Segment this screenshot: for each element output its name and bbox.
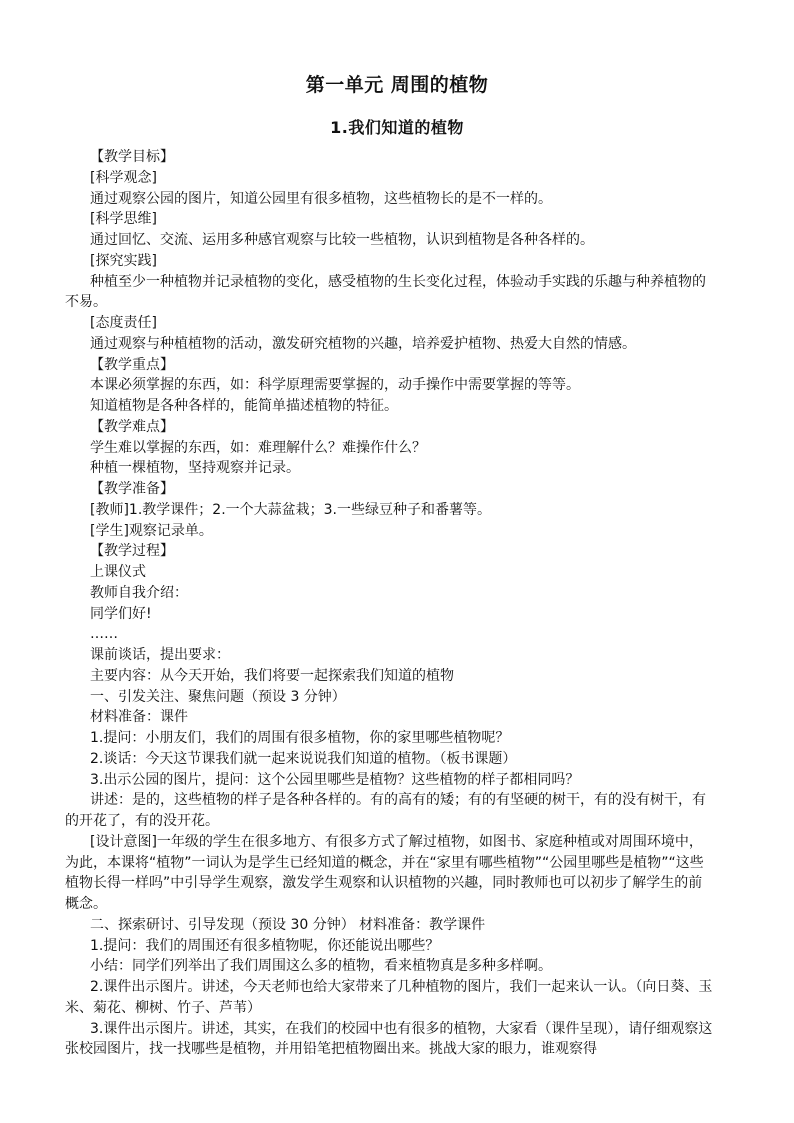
paragraph: 本课必须掌握的东西，如：科学原理需要掌握的，动手操作中需要掌握的等等。 — [90, 377, 580, 394]
paragraph: 种植至少一种植物并记录植物的变化，感受植物的生长变化过程，体验动手实践的乐趣与种养植物的不易。 — [65, 273, 706, 311]
paragraph: 知道植物是各种各样的，能简单描述植物的特征。 — [90, 398, 398, 414]
paragraph: 学生难以掌握的东西，如：难理解什么？难操作什么？ — [90, 439, 426, 456]
paragraph: 种植一棵植物，坚持观察并记录。 — [90, 460, 300, 477]
paragraph: 一、引发关注、聚焦问题（预设 3 分钟） — [90, 688, 346, 705]
paragraph: 主要内容：从今天开始，我们将要一起探索我们知道的植物 — [90, 667, 454, 684]
subheading-attitude: [态度责任] — [90, 315, 157, 331]
paragraph: 上课仪式 — [90, 564, 146, 580]
paragraph: 通过观察公园的图片，知道公园里有很多植物，这些植物长的是不一样的。 — [90, 190, 552, 207]
paragraph: 教师自我介绍： — [90, 584, 188, 601]
paragraph: …… — [90, 626, 118, 643]
section-heading-preparation: 【教学准备】 — [90, 481, 174, 497]
paragraph: 同学们好! — [90, 605, 152, 622]
subheading-inquiry-practice: [探究实践] — [90, 252, 157, 269]
paragraph: 讲述：是的，这些植物的样子是各种各样的。有的高有的矮；有的有坚硬的树干，有的没有树干，有的开花了，有的没开花。 — [65, 792, 706, 829]
subheading-science-thinking: [科学思维] — [90, 211, 157, 228]
paragraph: 通过观察与种植植物的活动，激发研究植物的兴趣，培养爱护植物、热爱大自然的情感。 — [90, 335, 636, 352]
paragraph: 1.提问：我们的周围还有很多植物呢，你还能说出哪些？ — [90, 937, 440, 954]
section-heading-key-points: 【教学重点】 — [90, 356, 174, 373]
subheading-science-concept: [科学观念] — [90, 169, 157, 186]
paragraph: 二、探索研讨、引导发现（预设 30 分钟） 材料准备：教学课件 — [90, 916, 486, 933]
paragraph: 2.谈话：今天这节课我们就一起来说说我们知道的植物。（板书课题） — [90, 750, 517, 767]
lesson-title: 1.我们知道的植物 — [330, 118, 464, 137]
paragraph: 小结：同学们列举出了我们周围这么多的植物，看来植物真是多种多样啊。 — [90, 958, 552, 975]
paragraph: 3.课件出示图片。讲述，其实，在我们的校园中也有很多的植物，大家看（课件呈现），请仔细观察这张校园图片，找一找哪些是植物，并用铅笔把植物圈出来。挑战大家的眼力，谁观察得 — [65, 1020, 713, 1058]
section-heading-difficulties: 【教学难点】 — [90, 418, 174, 435]
paragraph: 材料准备：课件 — [90, 709, 188, 726]
section-heading-process: 【教学过程】 — [90, 543, 174, 560]
paragraph: [学生]观察记录单。 — [90, 522, 213, 539]
paragraph: 1.提问：小朋友们，我们的周围有很多植物，你的家里哪些植物呢？ — [90, 730, 510, 746]
paragraph: 通过回忆、交流、运用多种感官观察与比较一些植物，认识到植物是各种各样的。 — [90, 232, 594, 248]
paragraph: 3.出示公园的图片，提问：这个公园里哪些是植物？这些植物的样子都相同吗？ — [90, 771, 580, 788]
paragraph: [设计意图]一年级的学生在很多地方、有很多方式了解过植物，如图书、家庭种植或对周围环境中，为此，本课将“植物”一词认为是学生已经知道的概念，并在“家里有哪些植物”“公园里哪些是植物”“这些植物长得一样吗”中引导学生观察，激发学生观察和认识植物的兴趣，同时教师也可以初步了解学生的前概念。 — [65, 833, 704, 912]
lesson-body — [65, 147, 715, 1060]
paragraph: [教师]1.教学课件；2.一个大蒜盆栽；3.一些绿豆种子和番薯等。 — [90, 501, 491, 518]
section-heading-objectives: 【教学目标】 — [90, 149, 174, 165]
paragraph: 2.课件出示图片。讲述，今天老师也给大家带来了几种植物的图片，我们一起来认一认。（向日葵、玉米、菊花、柳树、竹子、芦苇） — [65, 979, 713, 1016]
unit-title: 第一单元 周围的植物 — [305, 74, 489, 96]
paragraph: 课前谈话，提出要求： — [90, 647, 230, 663]
